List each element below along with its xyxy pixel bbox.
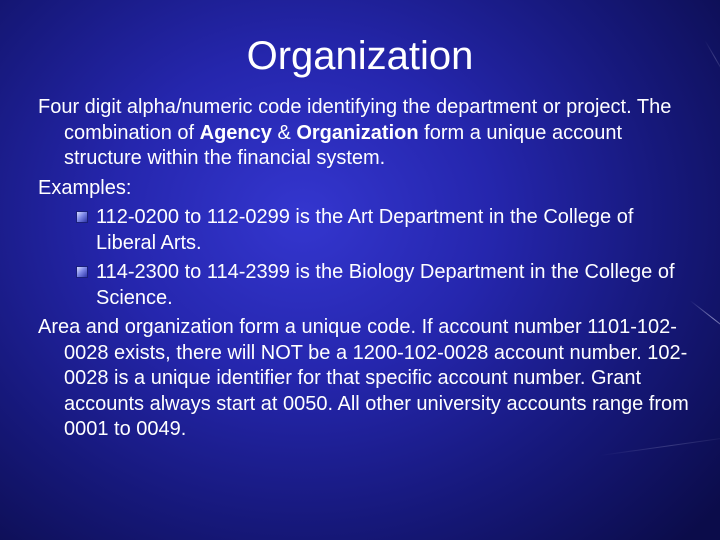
unique-code-paragraph: Area and organization form a unique code. If account number 1101-102-0028 exists, there will NOT be a 1200-102-0028 account number. 102-0028 is a unique identifier for that specific account number. Grant accounts always start at 0050. All other university accounts range from 0001 to 0049. [38, 316, 689, 440]
ampersand: & [271, 121, 297, 144]
definition-text-start: Four digit alpha/numeric code identifying the department or project. The combination of [38, 96, 672, 144]
square-bullet-icon [76, 211, 88, 223]
example-item [38, 205, 698, 256]
example-text: 112-0200 to 112-0299 is the Art Department in the College of Liberal Arts. [96, 206, 634, 254]
agency-term: Agency [199, 121, 272, 144]
definition-text-end: form a unique account structure within the financial system. [64, 121, 623, 169]
square-bullet-icon [76, 266, 88, 278]
slide-title: Organization [246, 34, 474, 78]
organization-term: Organization [296, 121, 419, 144]
slide-body [38, 95, 698, 447]
example-item [38, 260, 698, 311]
example-text: 114-2300 to 114-2399 is the Biology Department in the College of Science. [96, 261, 675, 309]
definition-paragraph [38, 95, 698, 172]
examples-label: Examples: [38, 176, 132, 199]
